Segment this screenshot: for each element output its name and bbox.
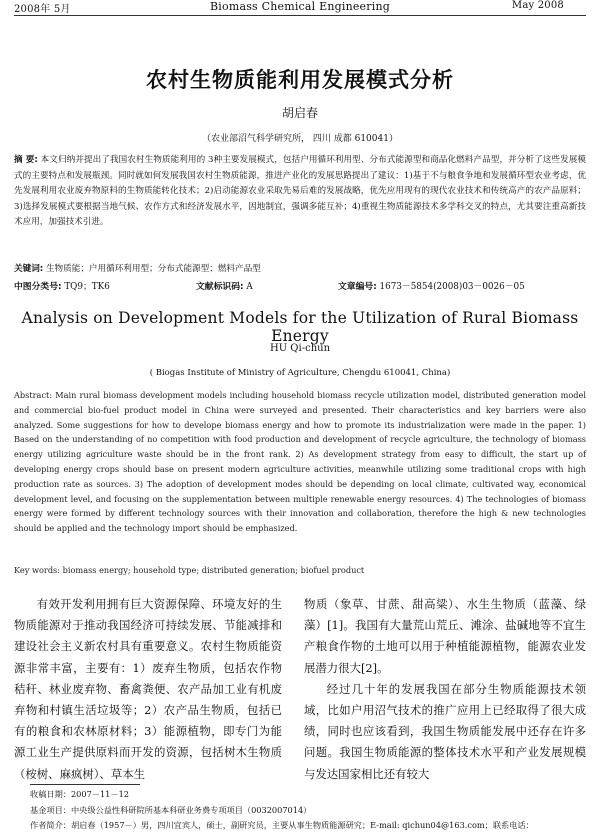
header-rule (14, 15, 586, 16)
doc-code-line (196, 279, 253, 292)
body-right-column (304, 594, 586, 785)
footnote-received: 收稿日期：2007－11－12 (30, 789, 129, 799)
abstract-label-cn: 摘 要: (14, 155, 38, 165)
author-cn: 胡启春 (281, 106, 318, 120)
footnote-fund: 基金项目：中央级公益性科研院所基本科研业务费专项项目（0032007014） (30, 804, 312, 815)
body-right-paragraph-2: 经过几十年的发展我国在部分生物质能源技术领域，比如户用沼气技术的推广应用上已经取得了很大成绩，同时也应该看到，我国生物质能发展中还存在许多问题。我国生物质能源的整体技术水平和产业发展规模与发达国家相比还有较大 (304, 681, 586, 781)
footnote-author-bio: 作者简介：胡启春（1957－）男，四川宜宾人，硕士，副研究员，主要从事生物质能源研究；E-mail: qichun04@163.com；联系电话： (30, 820, 534, 830)
keywords-text-cn: 生物质能；户用循环利用型；分布式能源型；燃料产品型 (45, 264, 261, 274)
author-en: HU Qi-chun (269, 343, 331, 354)
clc-value: TQ9；TK6 (64, 282, 110, 292)
affiliation-cn: （农业部沼气科学研究所， 四川 成都 610041） (202, 134, 398, 144)
doc-code-value: A (246, 282, 253, 292)
abstract-label-en: Abstract: (14, 390, 53, 400)
article-no-value: 1673－5854(2008)03－0026－05 (379, 282, 525, 292)
header-journal: Biomass Chemical Engineering (210, 0, 390, 13)
paper-title-cn: 农村生物质能利用发展模式分析 (146, 68, 454, 92)
footnote (30, 787, 586, 834)
footnote-rule (30, 784, 140, 785)
clc-label: 中图分类号: (14, 282, 62, 292)
keywords-cn (14, 262, 586, 278)
abstract-text-cn: 本文归纳并提出了我国农村生物质能利用的 3种主要发展模式，包括户用循环利用型、分布式能源型和商品化燃料产品型，并分析了这些发展模式的主要特点和发展瓶颈。同时就如何发展我国农村生物质能源，推进产业化的发展思路提出了建议：1)基于不与粮食争地和发展循环型农业考虑，优先发展利用农业废弃物原料的生物质能转化技术；2)启动能源农业采取先易后难的发展战略，优先应用现有的现代农业技术和传统高产的农产品原料；3)选择发展模式要根据当地气候、农作方式和经济发展水平，因地制宜，强调多能互补；4)重视生物质能源技术多学科交叉的特点，尤其要注重高新技术应用，加强技术引进。 (14, 155, 587, 228)
abstract-en (14, 388, 586, 536)
article-no-line (338, 279, 525, 292)
header-date: 2008年 5月 (14, 4, 71, 15)
abstract-text-en: Main rural biomass development models including household biomass recycle utilization model, distributed generation model and commercial bio-fuel product model in China were surveyed and presented. Their characteristics and key barriers were also analyzed. Some suggestions for how to develope biomass energy and how to promote its industrialization were made in the paper. 1) Based on the understanding of no competition with food production and development of recycle agriculture, the technology of biomass energy utilizing agriculture waste should be in the front rank. 2) As development strategy from easy to difficult, the start up of developing energy crops should base on present modern agriculture activities, meanwhile utilizing some traditional crops with high production rate as sources. 3) The adoption of development modes should be depending on local climate, cultivated way, economical development level, and focusing on the supplementation between multiple renewable energy resources. 4) The technologies of biomass energy were formed by different technology sources with their innovation and collaboration, therefore the high & new technologies should be applied and the technology import should be emphasized. (14, 390, 586, 534)
body-left-column: 有效开发利用拥有巨大资源保障、环境友好的生物质能源对于推动我国经济可持续发展、节能减排和建设社会主义新农村具有重要意义。农村生物质能资源非常丰富，主要有：1）废弃生物质，包括农作物秸秆、林业废弃物、畜禽粪便、农产品加工业有机废弃物和村镇生活垃圾等；2）农产品生物质，包括已有的粮食和农林原材料；3）能源植物，即专门为能源工业生产提供原料而开发的资源，包括树木生物质（桉树、麻疯树）、草本生 (14, 597, 282, 781)
doc-code-label: 文献标识码: (196, 282, 244, 292)
body-right-paragraph-1: 物质（象草、甘蔗、甜高粱）、水生生物质（蓝藻、绿藻）[1]。我国有大量荒山荒丘、滩涂、盐碱地等不宜生产粮食作物的土地可以用于种植能源植物，能源农业发展潜力很大[2]。 (304, 597, 586, 675)
keywords-en (14, 563, 586, 578)
header-issue: May 2008 (511, 0, 564, 11)
keywords-label-en: Key words: (14, 565, 61, 575)
keywords-label-cn: 关键词: (14, 264, 44, 274)
abstract-cn (14, 153, 586, 231)
keywords-text-en: biomass energy; household type; distributed generation; biofuel product (62, 565, 365, 575)
paper-title-en: Analysis on Development Models for the Utilization of Rural Biomass Energy (21, 309, 579, 345)
clc-line (14, 279, 110, 292)
affiliation-en: ( Biogas Institute of Ministry of Agriculture, Chengdu 610041, China) (149, 368, 451, 378)
article-no-label: 文章编号: (338, 282, 377, 292)
